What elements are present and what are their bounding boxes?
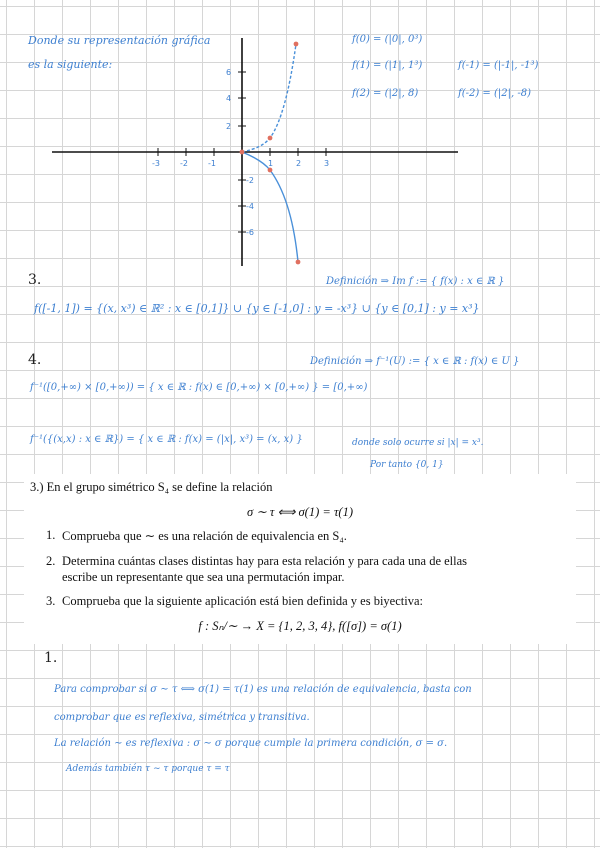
y-tick-label: 2 [226, 122, 232, 131]
item-number: 2. [46, 554, 56, 568]
problem-statement [24, 474, 576, 644]
x-tick-label: 1 [268, 159, 274, 168]
intro-line-1: Donde su representación gráfica [28, 34, 211, 47]
y-tick-label: -2 [246, 176, 254, 185]
answer-line-2: comprobar que es reflexiva, simétrica y transitiva. [54, 712, 310, 723]
value-f2: f(2) = (|2|, 8) [352, 88, 419, 99]
point-origin [240, 150, 245, 155]
cubic-graph [40, 30, 470, 270]
exercise-4-note-1: donde solo ocurre si |x| = x³. [352, 438, 484, 448]
y-tick-label: -4 [246, 202, 254, 211]
exercise-4-formula-2: f⁻¹({(x,x) : x ∈ ℝ}) = { x ∈ ℝ : f(x) = (|x|, x³) = (x, x) } [30, 434, 303, 445]
exercise-3-formula: f([-1, 1]) = {(x, x³) ∈ ℝ² : x ∈ [0,1]} ∪ {y ∈ [-1,0] : y = -x³} ∪ {y ∈ [0,1] : y = x³} [34, 302, 480, 315]
value-f1: f(1) = (|1|, 1³) [352, 60, 423, 71]
value-f0: f(0) = (|0|, 0³) [352, 34, 423, 45]
exercise-3-number: 3. [28, 272, 42, 288]
answer-line-1: Para comprobar si σ ∼ τ ⟺ σ(1) = τ(1) es una relación de equivalencia, basta con [54, 684, 472, 695]
item-text-continuation: escribe un representante que sea una permutación impar. [62, 570, 345, 584]
problem-relation: σ ∼ τ ⟺ σ(1) = τ(1) [246, 505, 353, 519]
exercise-3-definition: Definición ⇒ Im f := { f(x) : x ∈ ℝ } [326, 276, 505, 287]
item-number: 3. [46, 594, 56, 608]
y-tick-label: 4 [226, 94, 232, 103]
exercise-4-formula-1: f⁻¹([0,+∞) × [0,+∞)) = { x ∈ ℝ : f(x) ∈ [0,+∞) × [0,+∞) } = [0,+∞) [30, 382, 368, 393]
exercise-4-definition: Definición ⇒ f⁻¹(U) := { x ∈ ℝ : f(x) ∈ U } [310, 356, 520, 367]
value-fm1: f(-1) = (|-1|, -1³) [458, 60, 539, 71]
item-text: Determina cuántas clases distintas hay para esta relación y para cada una de ellas [62, 554, 468, 568]
exercise-4-note-2: Por tanto {0, 1} [370, 460, 444, 470]
intro-line-2: es la siguiente: [28, 58, 113, 71]
x-tick-label: -1 [208, 159, 216, 168]
x-tick-label: 2 [296, 159, 302, 168]
y-tick-label: -6 [246, 228, 254, 237]
exercise-4-number: 4. [28, 352, 42, 368]
x-tick-label: -3 [152, 159, 160, 168]
item-number: 1. [46, 528, 56, 542]
item-text: Comprueba que la siguiente aplicación está bien definida y es biyectiva: [62, 594, 423, 608]
point-f1 [268, 136, 273, 141]
value-fm2: f(-2) = (|2|, -8) [458, 88, 531, 99]
problem-heading: 3.) En el grupo simétrico S₄ se define la relación [30, 480, 273, 494]
x-tick-label: -2 [180, 159, 188, 168]
item-text: Comprueba que ∼ es una relación de equivalencia en S₄. [62, 529, 347, 543]
answer-line-4: Además también τ ∼ τ porque τ = τ [66, 764, 230, 774]
curve-upper-branch [242, 44, 296, 152]
answer-bullet-1: La relación ∼ es reflexiva : σ ∼ σ porque cumple la primera condición, σ = σ. [54, 738, 448, 749]
problem-map: f : Sₙ/∼ → X = {1, 2, 3, 4}, f([σ]) = σ(1) [198, 619, 402, 633]
x-tick-label: 3 [324, 159, 330, 168]
point-fm2 [296, 260, 301, 265]
point-fm1 [268, 168, 273, 173]
answer-number: 1. [44, 650, 58, 666]
y-tick-label: 6 [226, 68, 232, 77]
point-f2 [294, 42, 299, 47]
